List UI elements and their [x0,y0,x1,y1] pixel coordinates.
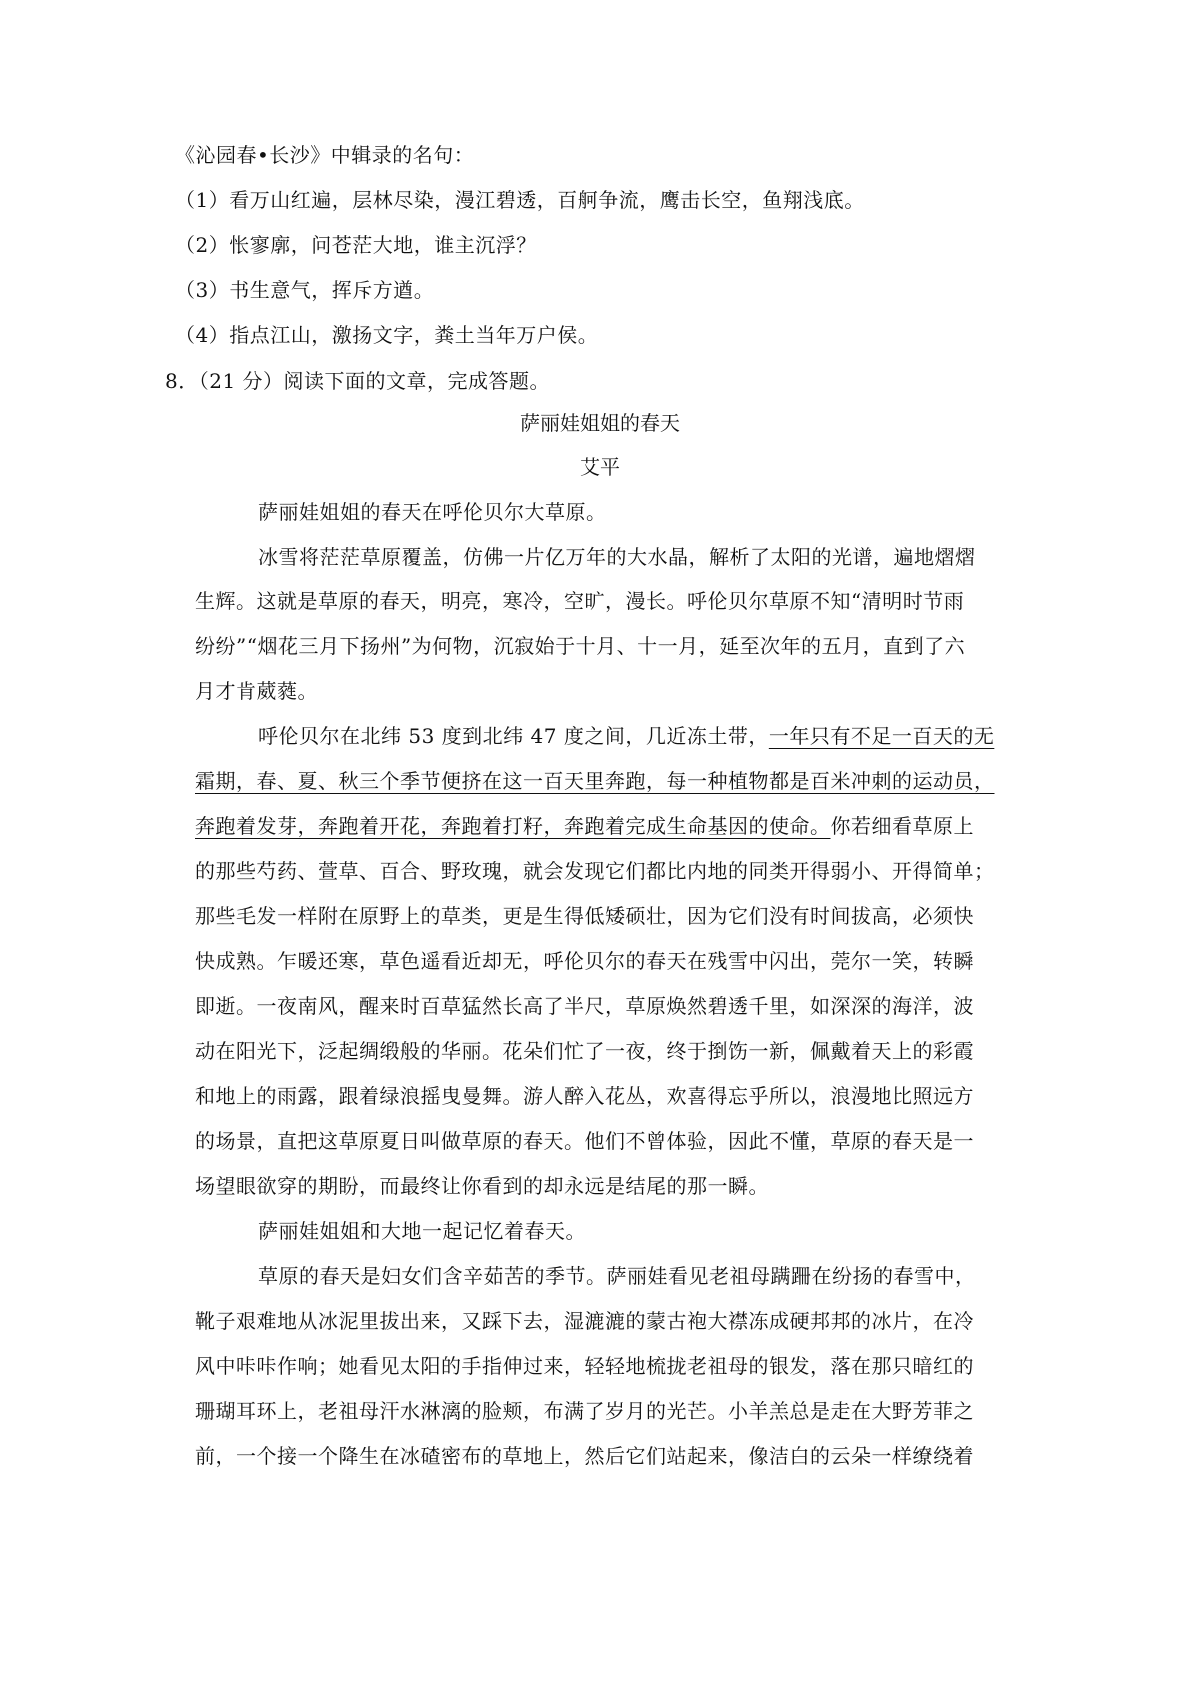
underlined-text: 一年只有不足一百天的无 [768,724,995,748]
paragraph-line [258,721,995,751]
underlined-text: 奔跑着发芽，奔跑着开花，奔跑着打籽，奔跑着完成生命基因的使命。 [195,814,831,838]
underlined-text: 霜期，春、夏、秋三个季节便挤在这一百天里奔跑，每一种植物都是百米冲刺的运动员， [195,769,995,793]
paragraph-line: 风中咔咔作响；她看见太阳的手指伸过来，轻轻地梳拢老祖母的银发，落在那只暗红的 [195,1354,974,1378]
paragraph-line: 生辉。这就是草原的春天，明亮，寒冷，空旷，漫长。呼伦贝尔草原不知“清明时节雨 [195,589,965,613]
plain-text: 呼伦贝尔在北纬 53 度到北纬 47 度之间，几近冻土带， [258,724,769,748]
article-author: 艾平 [580,455,620,479]
plain-text: 你若细看草原上 [830,814,974,838]
paragraph-line: 月才肯葳蕤。 [195,679,318,703]
paragraph-line: 珊瑚耳环上，老祖母汗水淋漓的脸颊，布满了岁月的光芒。小羊羔总是走在大野芳菲之 [195,1399,974,1423]
paragraph-line: 动在阳光下，泛起绸缎般的华丽。花朵们忙了一夜，终于捯饬一新，佩戴着天上的彩霞 [195,1039,974,1063]
paragraph-line: 快成熟。乍暖还寒，草色遥看近却无，呼伦贝尔的春天在残雪中闪出，莞尔一笑，转瞬 [195,949,974,973]
article-paragraph: 萨丽娃姐姐和大地一起记忆着春天。 [258,1219,586,1243]
paragraph-line: 场望眼欲穿的期盼，而最终让你看到的却永远是结尾的那一瞬。 [195,1174,769,1198]
article-title: 萨丽娃姐姐的春天 [520,411,680,435]
paragraph-line [195,766,995,796]
paragraph-line: 靴子艰难地从冰泥里拔出来，又踩下去，湿漉漉的蒙古袍大襟冻成硬邦邦的冰片，在冷 [195,1309,974,1333]
paragraph-line: 冰雪将茫茫草原覆盖，仿佛一片亿万年的大水晶，解析了太阳的光谱，遍地熠熠 [258,545,976,569]
paragraph-line: 的场景，直把这草原夏日叫做草原的春天。他们不曾体验，因此不懂，草原的春天是一 [195,1129,974,1153]
quote-heading: 《沁园春•长沙》中辑录的名句： [175,143,475,167]
paragraph-line: 和地上的雨露，跟着绿浪摇曳曼舞。游人醉入花丛，欢喜得忘乎所以，浪漫地比照远方 [195,1084,974,1108]
paragraph-line: 草原的春天是妇女们含辛茹苦的季节。萨丽娃看见老祖母蹒跚在纷扬的春雪中， [258,1264,976,1288]
quote-item: （2）怅寥廓，问苍茫大地，谁主沉浮？ [175,233,537,257]
paragraph-line: 即逝。一夜南风，醒来时百草猛然长高了半尺，草原焕然碧透千里，如深深的海洋，波 [195,994,974,1018]
article-paragraph: 萨丽娃姐姐的春天在呼伦贝尔大草原。 [258,500,607,524]
question-label: 8．（21 分）阅读下面的文章，完成答题。 [165,369,551,393]
paragraph-line [195,811,974,841]
paragraph-line: 前，一个接一个降生在冰碴密布的草地上，然后它们站起来，像洁白的云朵一样缭绕着 [195,1444,974,1468]
quote-item: （1）看万山红遍，层林尽染，漫江碧透，百舸争流，鹰击长空，鱼翔浅底。 [175,188,865,212]
quote-item: （3）书生意气，挥斥方遒。 [175,278,435,302]
paragraph-line: 的那些芍药、萱草、百合、野玫瑰，就会发现它们都比内地的同类开得弱小、开得简单； [195,859,995,883]
paragraph-line: 那些毛发一样附在原野上的草类，更是生得低矮硕壮，因为它们没有时间拔高，必须快 [195,904,974,928]
paragraph-line: 纷纷”“烟花三月下扬州”为何物，沉寂始于十月、十一月，延至次年的五月，直到了六 [195,634,966,658]
quote-item: （4）指点江山，激扬文字，粪土当年万户侯。 [175,323,599,347]
